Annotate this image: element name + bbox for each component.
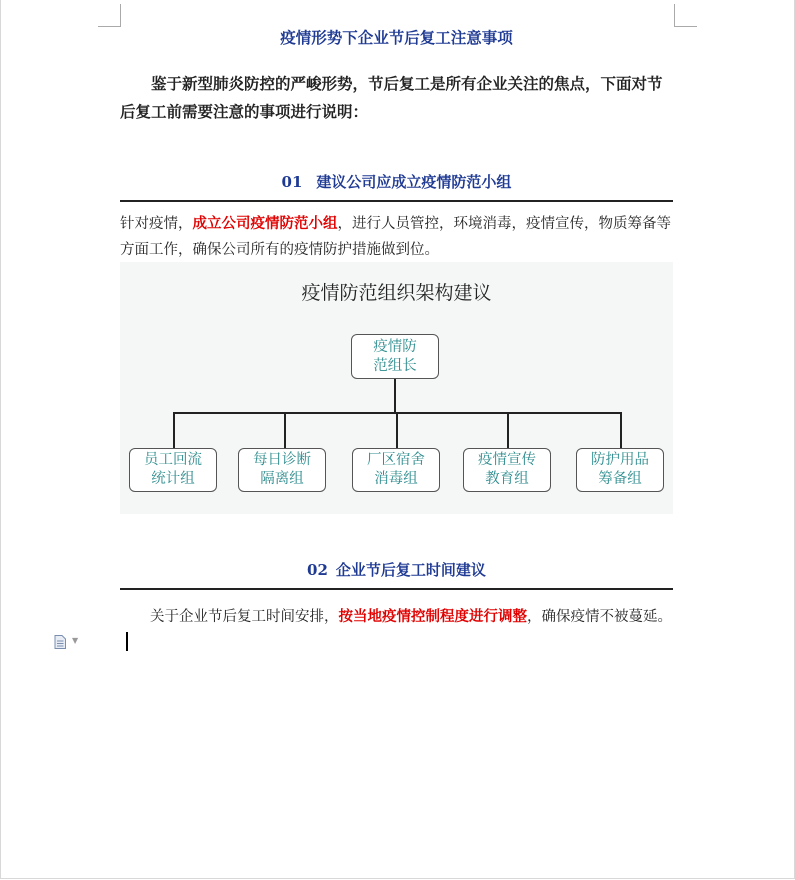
org-chart-group-box (463, 448, 551, 492)
group-line1: 防护用品 (591, 452, 649, 468)
page-corner-mark-left (98, 4, 121, 27)
org-chart-head-box (351, 334, 439, 379)
group-line1: 每日诊断 (253, 452, 311, 468)
group-line1: 员工回流 (144, 452, 202, 468)
section-2-number: 02 (307, 561, 328, 579)
org-chart-connector-1 (173, 412, 175, 448)
intro-paragraph[interactable]: 鉴于新型肺炎防控的严峻形势，节后复工是所有企业关注的焦点，下面对节后复工前需要注意的事项进行说明： (120, 74, 663, 121)
section-1-heading[interactable] (120, 171, 673, 192)
section-1-number: 01 (281, 173, 303, 191)
org-chart-connector-trunk (394, 379, 396, 413)
org-chart-head-line2: 范组长 (373, 357, 417, 374)
group-line2: 消毒组 (374, 471, 418, 487)
chevron-down-icon[interactable]: ▼ (72, 636, 79, 645)
page-corner-mark-right (674, 4, 697, 27)
section-1-title: 建议公司应成立疫情防范小组 (316, 173, 512, 191)
org-chart-group-box (129, 448, 217, 492)
document-icon[interactable] (54, 634, 66, 648)
group-line2: 教育组 (485, 471, 529, 487)
section-2-highlight: 按当地疫情控制程度进行调整 (338, 609, 527, 625)
section-2-text-after: ，确保疫情不被蔓延。 (527, 609, 672, 625)
org-chart-group-box (576, 448, 664, 492)
group-line2: 统计组 (151, 471, 195, 487)
section-1-text-before: 针对疫情， (120, 216, 193, 232)
section-2-rule (120, 588, 673, 590)
group-line1: 疫情宣传 (478, 452, 536, 468)
org-chart-connector-3 (396, 412, 398, 448)
org-chart-group-box (352, 448, 440, 492)
section-1-rule (120, 200, 673, 202)
section-1-text-after: ，进行人员管控，环境消毒，疫情宣传，物质筹备等方面工作，确保公司所有的疫情防护措施做到位。 (120, 216, 671, 258)
org-chart-group-box (238, 448, 326, 492)
section-2-heading[interactable] (120, 559, 673, 580)
section-1-highlight: 成立公司疫情防范小组 (192, 216, 338, 232)
org-chart-connector-5 (620, 412, 622, 448)
section-2-text-before: 关于企业节后复工时间安排， (150, 609, 339, 625)
section-2-title: 企业节后复工时间建议 (335, 561, 486, 579)
org-chart-connector-4 (507, 412, 509, 448)
org-chart-head-line1: 疫情防 (373, 338, 417, 355)
group-line2: 隔离组 (260, 471, 304, 487)
section-2-paragraph[interactable] (120, 604, 676, 656)
group-line1: 厂区宿舍 (367, 452, 425, 468)
org-chart-connector-2 (284, 412, 286, 448)
org-chart-image[interactable] (120, 262, 673, 514)
group-line2: 筹备组 (598, 471, 642, 487)
document-title[interactable]: 疫情形势下企业节后复工注意事项 (280, 28, 513, 47)
text-cursor (126, 632, 128, 651)
section-1-paragraph[interactable] (120, 211, 676, 263)
org-chart-title: 疫情防范组织架构建议 (301, 282, 492, 304)
